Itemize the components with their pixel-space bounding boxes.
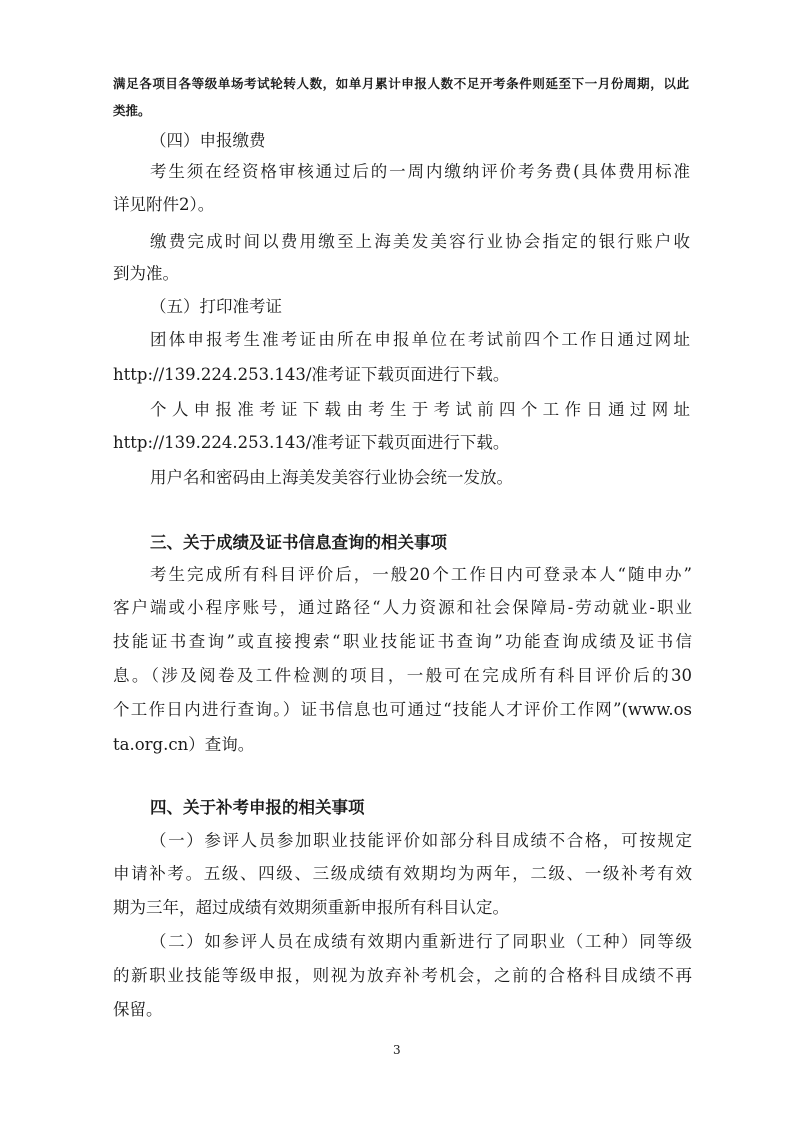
fee-p1-line-1: 考生须在经资格审核通过后的一周内缴纳评价考务费(具体费用标准: [150, 162, 690, 181]
section4-heading: 四、关于补考申报的相关事项: [150, 798, 365, 817]
page-number: 3: [393, 1043, 401, 1057]
fee-heading: （四）申报缴费: [150, 131, 266, 150]
section3-line-2: 客户端或小程序账号，通过路径“人力资源和社会保障局-劳动就业-职业: [113, 598, 692, 617]
fee-p1-line-2: 详见附件2）。: [113, 195, 215, 214]
section3-line-6: ta.org.cn）查询。: [113, 735, 255, 754]
ticket-p2-line-2: http://139.224.253.143/准考证下载页面进行下载。: [113, 433, 510, 452]
intro-line-1: 满足各项目各等级单场考试轮转人数，如单月累计申报人数不足开考条件则延至下一月份周期，以此: [113, 76, 689, 91]
section4-p2-line-2: 的新职业技能等级申报，则视为放弃补考机会，之前的合格科目成绩不再: [113, 966, 692, 985]
section3-line-3: 技能证书查询”或直接搜索“职业技能证书查询”功能查询成绩及证书信: [113, 632, 692, 651]
section4-p2-line-1: （二）如参评人员在成绩有效期内重新进行了同职业（工种）同等级: [150, 932, 692, 951]
section4-p1-line-3: 期为三年，超过成绩有效期须重新申报所有科目认定。: [113, 898, 509, 917]
fee-p2-line-1: 缴费完成时间以费用缴至上海美发美容行业协会指定的银行账户收: [150, 232, 690, 251]
fee-p2-line-2: 到为准。: [113, 264, 179, 283]
ticket-heading: （五）打印准考证: [150, 297, 282, 316]
section4-p1-line-2: 申请补考。五级、四级、三级成绩有效期均为两年，二级、一级补考有效: [113, 864, 692, 883]
section3-line-5: 个工作日内进行查询。）证书信息也可通过“技能人才评价工作网”(www.os: [113, 700, 692, 719]
section4-p1-line-1: （一）参评人员参加职业技能评价如部分科目成绩不合格，可按规定: [150, 831, 692, 850]
section4-p2-line-3: 保留。: [113, 1000, 163, 1019]
ticket-p3: 用户名和密码由上海美发美容行业协会统一发放。: [150, 468, 513, 487]
section3-line-1: 考生完成所有科目评价后，一般20个工作日内可登录本人“随申办”: [150, 565, 692, 584]
section3-line-4: 息。（涉及阅卷及工件检测的项目，一般可在完成所有科目评价后的30: [113, 666, 692, 685]
intro-line-2: 类推。: [113, 103, 151, 118]
section3-heading: 三、关于成绩及证书信息查询的相关事项: [150, 533, 447, 552]
ticket-p2-line-1: 个人申报准考证下载由考生于考试前四个工作日通过网址: [150, 400, 690, 419]
ticket-p1-line-1: 团体申报考生准考证由所在申报单位在考试前四个工作日通过网址: [150, 330, 690, 349]
ticket-p1-line-2: http://139.224.253.143/准考证下载页面进行下载。: [113, 365, 510, 384]
